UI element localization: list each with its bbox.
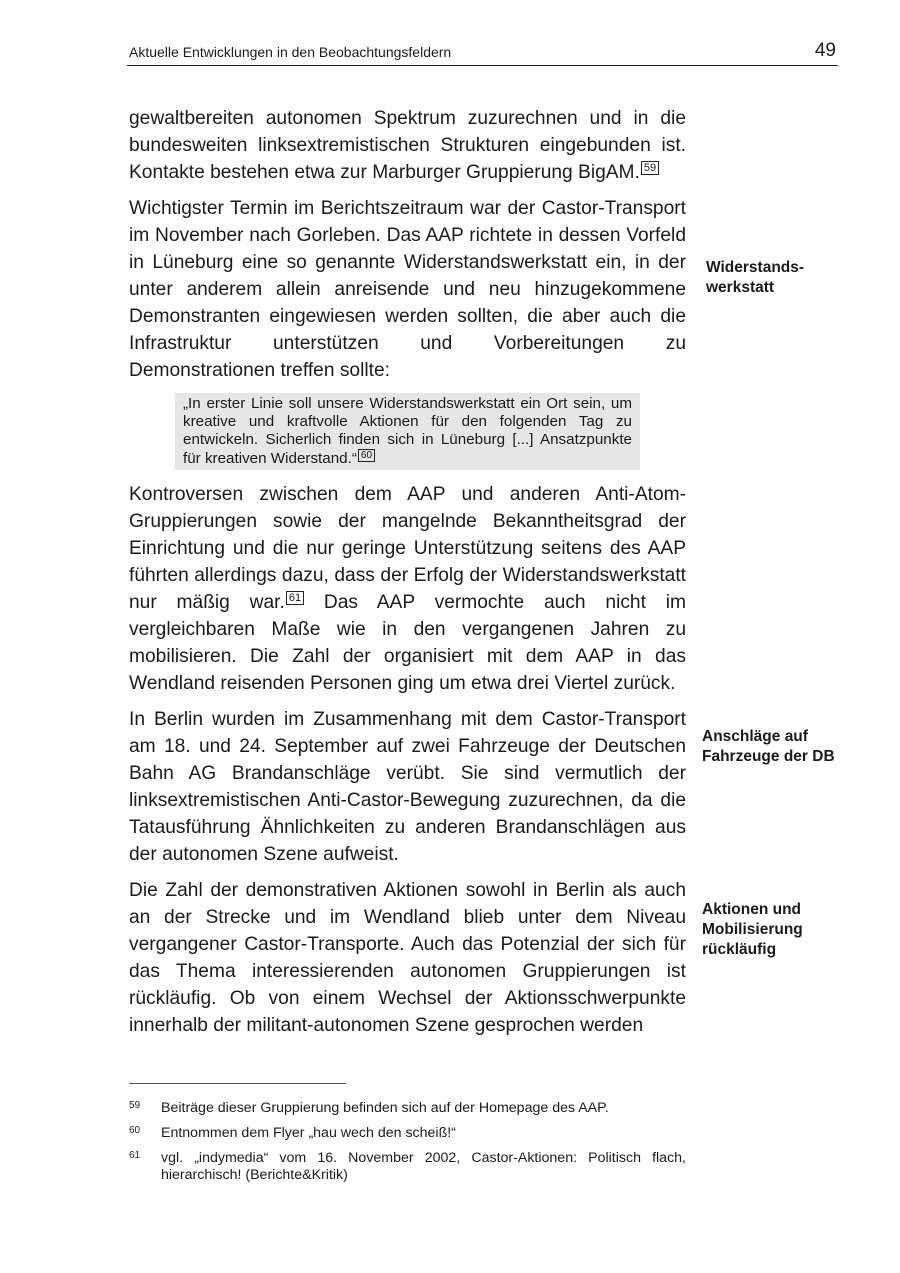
footnote-text: Entnommen dem Flyer „hau wech den scheiß!“ xyxy=(161,1125,456,1141)
margin-note-anschlaege xyxy=(702,727,872,767)
footnote-number: 60 xyxy=(129,1125,141,1136)
margin-note-line: rückläufig xyxy=(702,941,777,958)
footnote-59 xyxy=(129,1100,686,1117)
paragraph-1-text: gewaltbereiten autonomen Spektrum zuzurechnen und in die bundesweiten linksextremistischen Strukturen eingebunden ist. Kontakte bestehen etwa zur Marburger Gruppierung BigAM. xyxy=(129,108,686,183)
margin-note-widerstandswerkstatt xyxy=(706,258,876,298)
running-title: Aktuelle Entwicklungen in den Beobachtungsfeldern xyxy=(129,44,452,60)
page-number: 49 xyxy=(814,40,836,61)
footnote-60 xyxy=(129,1125,686,1142)
footnote-number: 61 xyxy=(129,1150,141,1161)
main-text xyxy=(129,105,686,1048)
footnote-ref-59[interactable]: 59 xyxy=(641,161,659,175)
margin-note-line: Fahrzeuge der DB xyxy=(702,748,835,765)
paragraph-2: Wichtigster Termin im Berichtszeitraum war der Castor-Transport im November nach Gorleben. Das AAP richtete in dessen Vorfeld in Lüneburg eine so genannte Widerstandswerkstatt ein, in der unter anderem allein anreisende und neu hinzugekommene Demonstranten eingewiesen werden sollten, die aber auch die Infrastruktur unterstützen und Vorbereitungen zu Demonstrationen treffen sollte: xyxy=(129,198,686,381)
footnote-number: 59 xyxy=(129,1100,141,1111)
margin-note-line: werkstatt xyxy=(706,279,775,296)
paragraph-1 xyxy=(129,105,686,186)
margin-note-aktionen xyxy=(702,900,872,960)
paragraph-3 xyxy=(129,481,686,697)
footnote-61 xyxy=(129,1150,686,1184)
footnote-text: Beiträge dieser Gruppierung befinden sich auf der Homepage des AAP. xyxy=(161,1100,609,1116)
quote-text: „In erster Linie soll unsere Widerstandswerkstatt ein Ort sein, um kreative und kraftvolle Aktionen für den folgenden Tag zu entwickeln. Sicherlich finden sich in Lüneburg [...] Ansatzpunkte für kreativen Widerstand.“ xyxy=(183,395,632,467)
footnote-ref-61[interactable]: 61 xyxy=(286,591,304,605)
paragraph-3-text-a: Kontroversen zwischen dem AAP und anderen Anti-Atom-Gruppierungen sowie der mangelnde Bekanntheitsgrad der Einrichtung und die nur geringe Unterstützung seitens des AAP führten allerdings dazu, dass der Erfolg der Widerstandswerkstatt nur mäßig war. xyxy=(129,484,686,613)
footnote-separator xyxy=(129,1083,346,1084)
margin-note-line: Widerstands- xyxy=(706,259,805,276)
footnotes xyxy=(129,1100,686,1192)
paragraph-5: Die Zahl der demonstrativen Aktionen sowohl in Berlin als auch an der Strecke und im Wendland blieb unter dem Niveau vergangener Castor-Transporte. Auch das Potenzial der sich für das Thema interessierenden autonomen Gruppierungen ist rückläufig. Ob von einem Wechsel der Aktionsschwerpunkte innerhalb der militant-autonomen Szene gesprochen werden xyxy=(129,880,686,1036)
margin-note-line: Mobilisierung xyxy=(702,921,803,938)
margin-note-line: Anschläge auf xyxy=(702,728,808,745)
paragraph-3-text-b: Das AAP vermochte auch nicht im vergleichbaren Maße wie in den vergangenen Jahren zu mobilisieren. Die Zahl der organisiert mit dem AAP in das Wendland reisenden Personen ging um etwa drei Viertel zurück. xyxy=(129,592,686,694)
page-header xyxy=(127,38,838,66)
footnote-text: vgl. „indymedia“ vom 16. November 2002, Castor-Aktionen: Politisch flach, hierarchisch! (Berichte&Kritik) xyxy=(161,1150,686,1183)
block-quote xyxy=(175,393,640,470)
footnote-ref-60[interactable]: 60 xyxy=(358,449,375,462)
margin-note-line: Aktionen und xyxy=(702,901,802,918)
paragraph-4: In Berlin wurden im Zusammenhang mit dem Castor-Transport am 18. und 24. September auf zwei Fahrzeuge der Deutschen Bahn AG Brandanschläge verübt. Sie sind vermutlich der linksextremistischen Anti-Castor-Bewegung zuzurechnen, da die Tatausführung Ähnlichkeiten zu anderen Brandanschlägen aus der autonomen Szene aufweist. xyxy=(129,709,686,865)
